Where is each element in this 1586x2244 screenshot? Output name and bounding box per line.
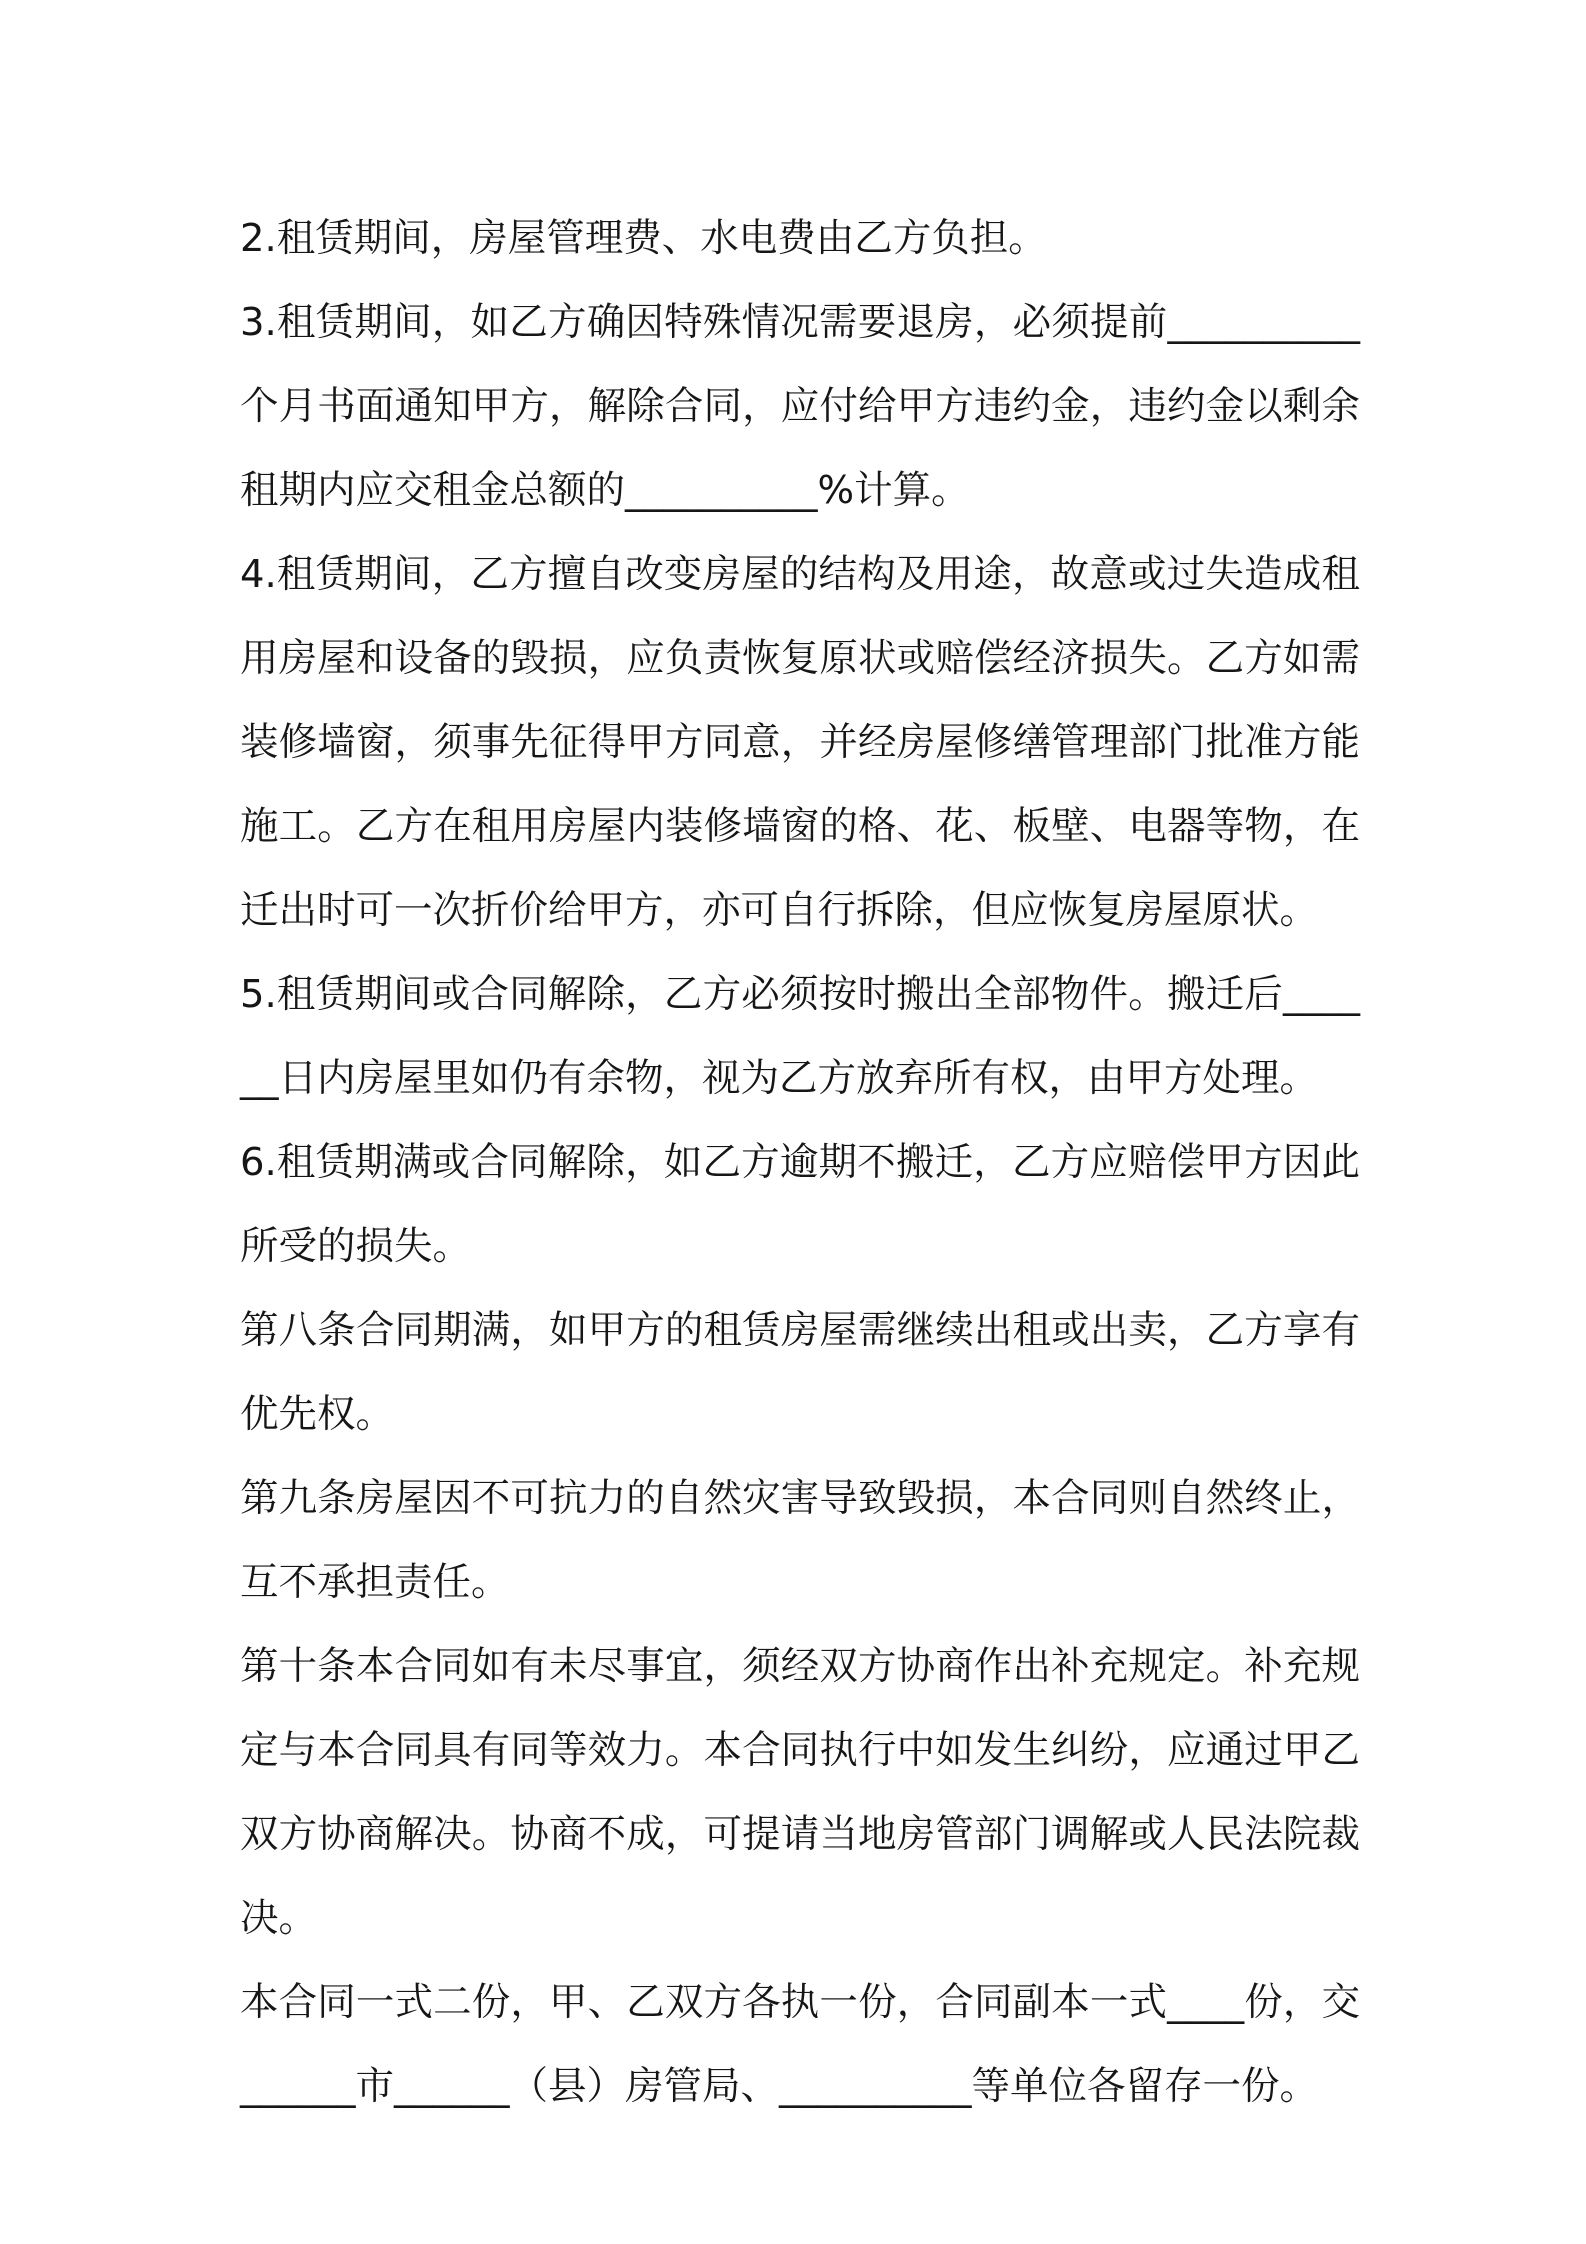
clause-paragraph: 第九条房屋因不可抗力的自然灾害导致毁损，本合同则自然终止，互不承担责任。 <box>240 1476 1360 1605</box>
clause-paragraph: 6.租赁期满或合同解除，如乙方逾期不搬迁，乙方应赔偿甲方因此所受的损失。 <box>240 1140 1360 1269</box>
clause-paragraph: 第十条本合同如有未尽事宜，须经双方协商作出补充规定。补充规定与本合同具有同等效力。本合同执行中如发生纠纷，应通过甲乙双方协商解决。协商不成，可提请当地房管部门调解或人民法院裁决。 <box>240 1644 1360 1941</box>
clause-paragraph: 第八条合同期满，如甲方的租赁房屋需继续出租或出卖，乙方享有优先权。 <box>240 1308 1360 1437</box>
clause-paragraph: 4.租赁期间，乙方擅自改变房屋的结构及用途，故意或过失造成租用房屋和设备的毁损，应负责恢复原状或赔偿经济损失。乙方如需装修墙窗，须事先征得甲方同意，并经房屋修缮管理部门批准方能施工。乙方在租用房屋内装修墙窗的格、花、板壁、电器等物，在迁出时可一次折价给甲方，亦可自行拆除，但应恢复房屋原状。 <box>240 552 1360 933</box>
contract-body <box>240 197 1360 2129</box>
closing-paragraph: 本合同一式二份，甲、乙双方各执一份，合同副本一式____份，交______市______（县）房管局、__________等单位各留存一份。 <box>240 1980 1360 2109</box>
clause-paragraph: 3.租赁期间，如乙方确因特殊情况需要退房，必须提前__________个月书面通知甲方，解除合同，应付给甲方违约金，违约金以剩余租期内应交租金总额的__________%计算。 <box>240 300 1360 513</box>
clause-paragraph: 2.租赁期间，房屋管理费、水电费由乙方负担。 <box>240 216 1047 261</box>
clause-paragraph: 5.租赁期间或合同解除，乙方必须按时搬出全部物件。搬迁后______日内房屋里如仍有余物，视为乙方放弃所有权，由甲方处理。 <box>240 972 1360 1101</box>
